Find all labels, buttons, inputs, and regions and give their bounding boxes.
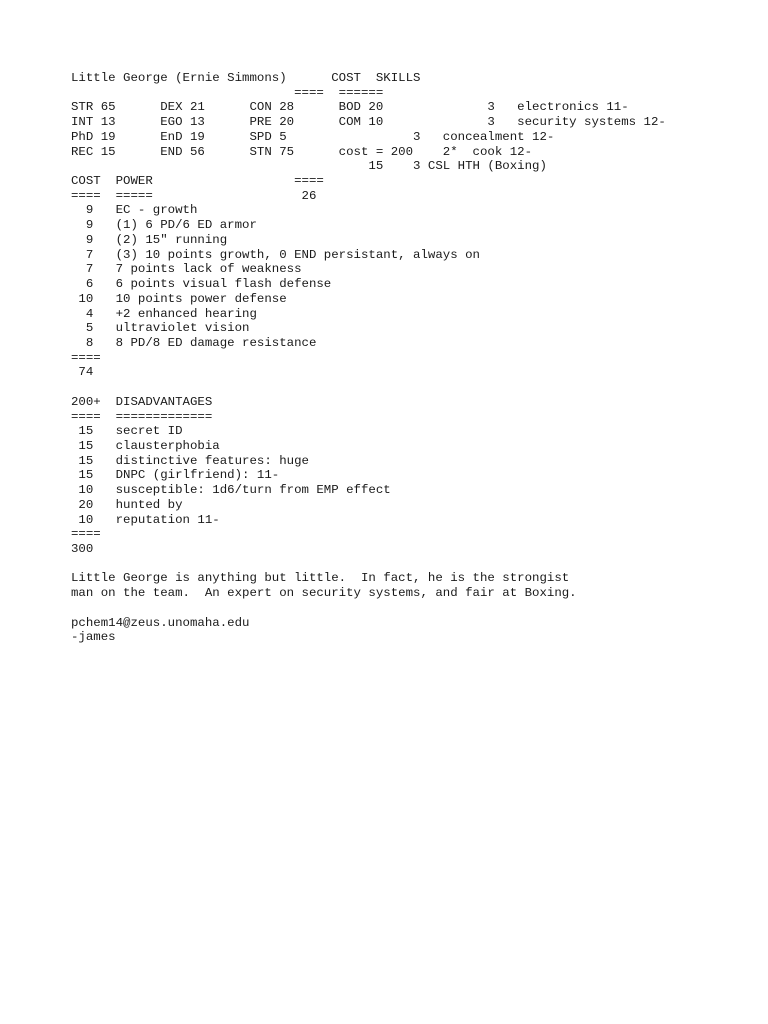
- power-row: 9 EC - growth: [71, 203, 198, 218]
- power-row: 7 (3) 10 points growth, 0 END persistant, always on: [71, 247, 480, 262]
- power-row: 9 (2) 15" running: [71, 232, 228, 247]
- power-row: 8 8 PD/8 ED damage resistance: [71, 335, 317, 350]
- character-sheet-text: [71, 71, 666, 645]
- author-signature: -james: [71, 630, 116, 645]
- blank-line: [71, 380, 666, 395]
- stats-line-3: PhD 19 EnD 19 SPD 5 3 concealment 12-: [71, 129, 555, 144]
- stats-line-1: STR 65 DEX 21 CON 28 BOD 20 3 electronics 11-: [71, 100, 629, 115]
- powers-header: COST POWER ====: [71, 174, 324, 189]
- disadvantage-row: 15 clausterphobia: [71, 438, 220, 453]
- author-email: pchem14@zeus.unomaha.edu: [71, 615, 250, 630]
- power-row: 4 +2 enhanced hearing: [71, 306, 257, 321]
- power-row: 5 ultraviolet vision: [71, 321, 250, 336]
- power-row: 10 10 points power defense: [71, 291, 287, 306]
- disadvantage-row: 15 secret ID: [71, 424, 183, 439]
- power-row: 6 6 points visual flash defense: [71, 277, 332, 292]
- disadvantage-row: 20 hunted by: [71, 497, 183, 512]
- skills-line-5: 15 3 CSL HTH (Boxing): [71, 159, 547, 174]
- disadvantages-total-rule: ====: [71, 527, 101, 542]
- disadvantage-row: 15 DNPC (girlfriend): 11-: [71, 468, 280, 483]
- power-row: 7 7 points lack of weakness: [71, 262, 302, 277]
- powers-total: 74: [71, 365, 94, 380]
- powers-header-underline: ==== ===== 26: [71, 188, 317, 203]
- blank-line: [71, 557, 666, 572]
- disadvantages-total: 300: [71, 542, 94, 556]
- stats-line-2: INT 13 EGO 13 PRE 20 COM 10 3 security systems 12-: [71, 115, 666, 130]
- power-row: 9 (1) 6 PD/6 ED armor: [71, 218, 257, 233]
- header-line: Little George (Ernie Simmons) COST SKILLS: [71, 71, 421, 85]
- description-line-1: Little George is anything but little. In fact, he is the strongist: [71, 571, 570, 586]
- disadvantage-row: 15 distinctive features: huge: [71, 453, 309, 468]
- description-line-2: man on the team. An expert on security systems, and fair at Boxing.: [71, 586, 577, 601]
- stats-line-4: REC 15 END 56 STN 75 cost = 200 2* cook 12-: [71, 144, 533, 159]
- disadvantages-header-underline: ==== =============: [71, 409, 213, 424]
- header-underline: ==== ======: [71, 85, 384, 100]
- blank-line: [71, 601, 666, 616]
- disadvantage-row: 10 susceptible: 1d6/turn from EMP effect: [71, 483, 391, 498]
- disadvantage-row: 10 reputation 11-: [71, 512, 220, 527]
- powers-total-rule: ====: [71, 350, 101, 365]
- disadvantages-header: 200+ DISADVANTAGES: [71, 394, 213, 409]
